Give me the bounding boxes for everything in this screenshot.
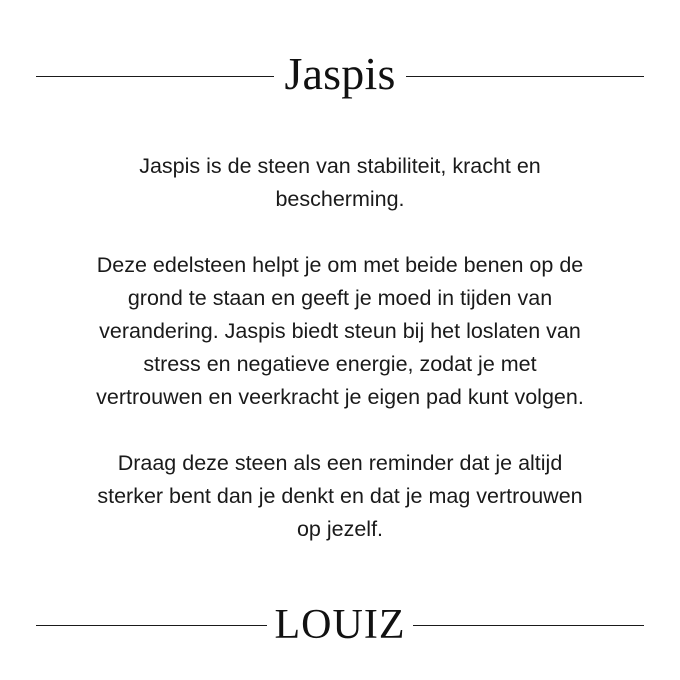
- text-line: Deze edelsteen helpt je om met beide benen op de: [96, 253, 584, 277]
- text-line: stress en negatieve energie, zodat je met: [143, 352, 537, 376]
- text-line: Draag deze steen als een reminder dat je altijd: [117, 451, 563, 475]
- description-text: [30, 150, 650, 579]
- text-line: Jaspis is de steen van stabiliteit, kracht en: [139, 154, 541, 178]
- title-row: [36, 46, 644, 106]
- page-title: Jaspis: [284, 48, 396, 99]
- brand-row: [36, 598, 644, 652]
- paragraph-intro: [30, 150, 650, 216]
- brand-rule-right: [413, 625, 644, 626]
- paragraph-closing: [30, 447, 650, 546]
- text-line: verandering. Jaspis biedt steun bij het loslaten van: [99, 319, 581, 343]
- text-line: op jezelf.: [296, 517, 384, 541]
- title-rule-right: [406, 76, 644, 77]
- text-line: sterker bent dan je denkt en dat je mag vertrouwen: [97, 484, 583, 508]
- brand-rule-left: [36, 625, 267, 626]
- text-line: vertrouwen en veerkracht je eigen pad kunt volgen.: [96, 385, 584, 409]
- title-rule-left: [36, 76, 274, 77]
- text-line: grond te staan en geeft je moed in tijden van: [127, 286, 553, 310]
- text-line: bescherming.: [275, 187, 405, 211]
- paragraph-benefits: [30, 249, 650, 414]
- brand-logo: LOUIZ: [274, 602, 406, 648]
